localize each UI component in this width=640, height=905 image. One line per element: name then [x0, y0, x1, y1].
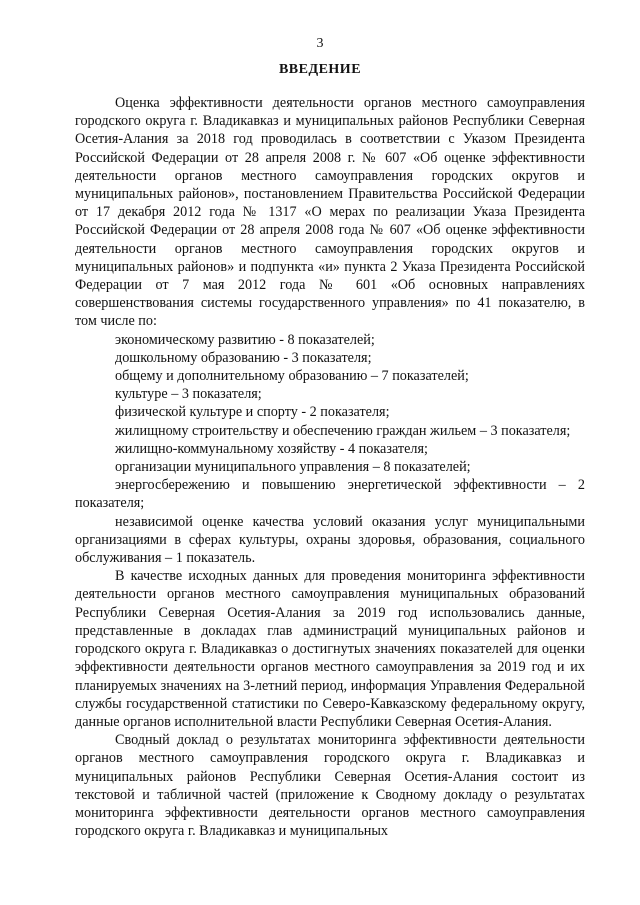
document-body — [75, 94, 585, 840]
indicator-item: общему и дополнительному образованию – 7 показателей; — [115, 368, 469, 385]
section-heading: ВВЕДЕНИЕ — [278, 62, 362, 77]
indicator-item: жилищно-коммунальному хозяйству - 4 показателя; — [115, 440, 428, 457]
indicator-item: жилищному строительству и обеспечению граждан жильем – 3 показателя; — [115, 422, 571, 439]
indicator-item: физической культуре и спорту - 2 показателя; — [115, 404, 390, 421]
page-number: 3 — [316, 36, 324, 51]
indicator-item: независимой оценке качества условий оказания услуг муниципальными организациями в сферах культуры, охраны здоровья, образования, социального обслуживания – 1 показатель. — [75, 513, 585, 567]
indicator-item: культуре – 3 показателя; — [115, 386, 262, 403]
indicator-item: экономическому развитию - 8 показателей; — [115, 331, 375, 348]
intro-paragraph: Оценка эффективности деятельности органов местного самоуправления городского округа г. Владикавказ и муниципальных районов Республики Северная Осетия-Алания за 2018 год проводилась в соответствии с Указом Президента Российской Федерации от 28 апреля 2008 г. № 607 «Об оценке эффективности деятельности органов местного самоуправления городских округов и муниципальных районов», постановлением Правительства Российской Федерации от 17 декабря 2012 года № 1317 «О мерах по реализации Указа Президента Российской Федерации от 28 апреля 2008 года № 607 «Об оценке эффективности деятельности органов местного самоуправления городских округов и муниципальных районов» и подпункта «и» пункта 2 Указа Президента Российской Федерации от 7 мая 2012 года № 601 «Об основных направлениях совершенствования системы государственного управления» по 41 показателю, в том числе по: — [75, 95, 585, 330]
indicator-item: энергосбережению и повышению энергетической эффективности – 2 показателя; — [75, 477, 585, 512]
indicator-list — [75, 331, 585, 568]
indicator-item: дошкольному образованию - 3 показателя; — [115, 349, 372, 366]
sources-paragraph: В качестве исходных данных для проведения мониторинга эффективности деятельности органов местного самоуправления муниципальных образований Республики Северная Осетия-Алания за 2019 год использовались данные, представленные в докладах глав администраций муниципальных районов и городского округа г. Владикавказ о достигнутых значениях показателей для оценки эффективности деятельности органов местного самоуправления за 2019 год и их планируемых значениях на 3-летний период, информация Управления Федеральной службы государственной статистики по Северо-Кавказскому федеральному округу, данные органов исполнительной власти Республики Северная Осетия-Алания. — [75, 568, 585, 730]
indicator-item: организации муниципального управления – 8 показателей; — [115, 459, 471, 476]
structure-paragraph: Сводный доклад о результатах мониторинга эффективности деятельности органов местного самоуправления городского округа г. Владикавказ и муниципальных районов Республики Северная Осетия-Алания состоит из текстовой и табличной частей (приложение к Сводному докладу о результатах мониторинга эффективности деятельности органов местного самоуправления городского округа г. Владикавказ и муниципальных — [75, 732, 585, 840]
